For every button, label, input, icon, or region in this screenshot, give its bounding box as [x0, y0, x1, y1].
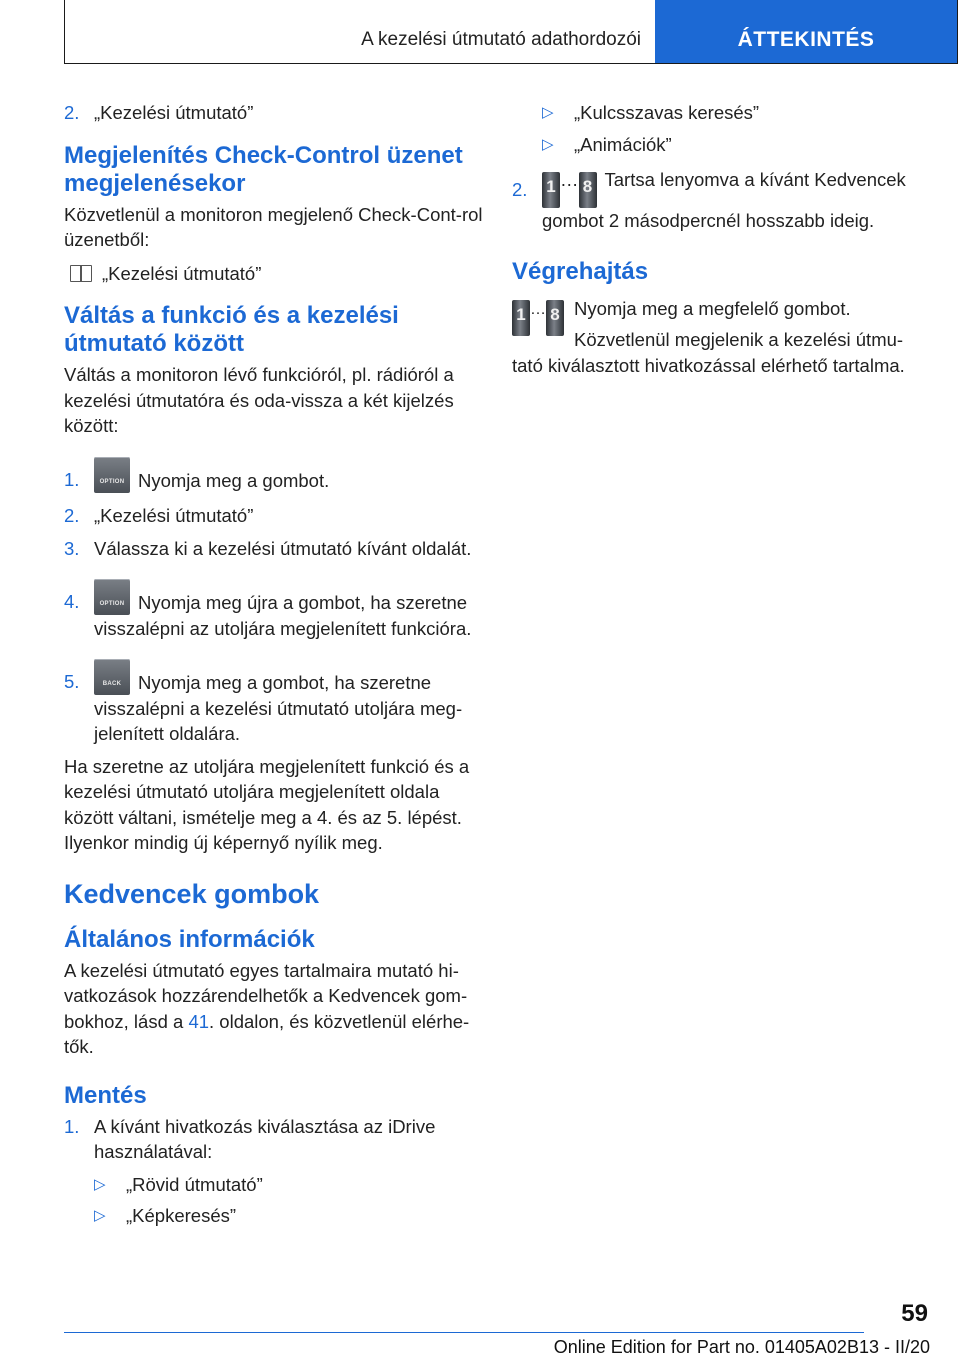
- list-item: [64, 457, 484, 494]
- favorite-keys-image: 1 … 8: [512, 300, 564, 336]
- heading-general-info: Általános információk: [64, 925, 315, 953]
- bullet-text: „Rövid útmutató”: [126, 1173, 263, 1195]
- list-text: Válassza ki a kezelési útmutató kívánt oldalát.: [94, 537, 472, 559]
- list-number: 1.: [64, 468, 80, 490]
- bullet-item: [64, 1172, 484, 1198]
- bullet-text: „Kulcsszavas keresés”: [574, 102, 760, 123]
- list-item: 2. 1 … 8 Tartsa lenyomva a kívánt Kedvencek gombot 2 másodpercnél hosszabb ideig.: [512, 169, 906, 231]
- bullet-text: „Animációk”: [574, 133, 672, 155]
- list-number: 5.: [64, 671, 80, 692]
- paragraph-check-control: Közvetlenül a monitoron megjelenő Check-Cont-rol üzenetből:: [64, 203, 483, 250]
- paragraph-switch: Váltás a monitoron lévő funkcióról, pl. rádióról a kezelési útmutatóra és oda-vissza a két kijelzés között:: [64, 364, 454, 436]
- heading-check-control: Megjelenítés Check-Control üzenet megjelenésekor: [64, 141, 463, 197]
- footer-edition: Online Edition for Part no. 01405A02B13 - II/20: [553, 1337, 930, 1357]
- list-text: Nyomja meg újra a gombot, ha szeretne visszalépni az utoljára megjelenített funkcióra.: [94, 592, 472, 639]
- bullet-item: [512, 132, 932, 158]
- option-button-icon: OPTION: [94, 457, 130, 493]
- bullet-item: [512, 100, 932, 126]
- list-text: Tartsa lenyomva a kívánt Kedvencek gombot 2 másodpercnél hosszabb ideig.: [542, 169, 906, 231]
- list-text: „Kezelési útmutató”: [94, 102, 254, 123]
- execute-line-1: Nyomja meg a megfelelő gombot.: [574, 297, 851, 319]
- left-column: [64, 100, 484, 1235]
- option-button-icon: OPTION: [94, 579, 130, 615]
- page-header: [64, 0, 958, 64]
- bullet-item: [64, 1203, 484, 1229]
- heading-switch: Váltás a funkció és a kezelési útmutató között: [64, 302, 399, 357]
- list-text: Nyomja meg a gombot, ha szeretne visszalépni a kezelési útmutató utoljára meg-jelenített oldalára.: [94, 672, 463, 744]
- list-item: [64, 536, 484, 562]
- bullet-text: „Képkeresés”: [126, 1205, 237, 1226]
- favorite-key-icon: 1: [512, 300, 530, 336]
- favorite-key-icon: 8: [579, 172, 597, 208]
- book-line: [64, 261, 484, 287]
- list-item: [64, 1114, 484, 1165]
- list-item: [64, 579, 484, 641]
- triangle-bullet-icon: ▷: [542, 135, 554, 153]
- list-number: 4.: [64, 591, 80, 612]
- right-column: [512, 100, 932, 386]
- page-number: 59: [901, 1300, 928, 1327]
- favorite-key-icon: 8: [546, 300, 564, 336]
- triangle-bullet-icon: ▷: [542, 104, 554, 121]
- heading-execute: Végrehajtás: [512, 257, 649, 285]
- execute-line-2: Közvetlenül megjelenik a kezelési útmu-tató kiválasztott hivatkozással elérhető tartalma.: [512, 329, 905, 376]
- paragraph-repeat: Ha szeretne az utoljára megjelenített funkció és a kezelési útmutató utoljára megjelenített oldala között váltani, ismételje meg a 4. és az 5. lépést. Ilyenkor mindig új képernyő nyílik meg.: [64, 755, 470, 853]
- list-number: 1.: [64, 1115, 80, 1137]
- header-title: A kezelési útmutató adathordozói: [361, 29, 641, 50]
- owners-manual-icon: [70, 265, 92, 282]
- page-link[interactable]: 41: [188, 1010, 210, 1032]
- list-number: 3.: [64, 537, 80, 559]
- list-number: 2.: [64, 102, 80, 123]
- triangle-bullet-icon: ▷: [94, 1175, 106, 1193]
- footer-divider: [64, 1332, 864, 1333]
- paragraph-general-info: A kezelési útmutató egyes tartalmaira mutató hi-vatkozások hozzárendelhetők a Kedvencek gom-bokhoz, lásd a 41. oldalon, és közvetlenül elérhe-tők.: [64, 959, 470, 1057]
- list-number: 2.: [64, 505, 80, 526]
- header-section-label: ÁTTEKINTÉS: [655, 0, 957, 63]
- list-item: [64, 503, 484, 529]
- heading-favorites: Kedvencek gombok: [64, 878, 320, 909]
- book-line-text: „Kezelési útmutató”: [102, 262, 262, 284]
- list-item: [64, 100, 484, 126]
- heading-save: Mentés: [64, 1081, 147, 1109]
- list-number: 2.: [512, 179, 528, 200]
- execute-block: [512, 296, 932, 379]
- list-item: [64, 659, 484, 747]
- triangle-bullet-icon: ▷: [94, 1207, 106, 1224]
- back-button-icon: BACK: [94, 659, 130, 695]
- favorite-key-icon: 1: [542, 172, 560, 208]
- list-text: „Kezelési útmutató”: [94, 505, 254, 526]
- list-text: A kívánt hivatkozás kiválasztása az iDrive használatával:: [94, 1115, 436, 1162]
- list-text: Nyomja meg a gombot.: [138, 469, 330, 491]
